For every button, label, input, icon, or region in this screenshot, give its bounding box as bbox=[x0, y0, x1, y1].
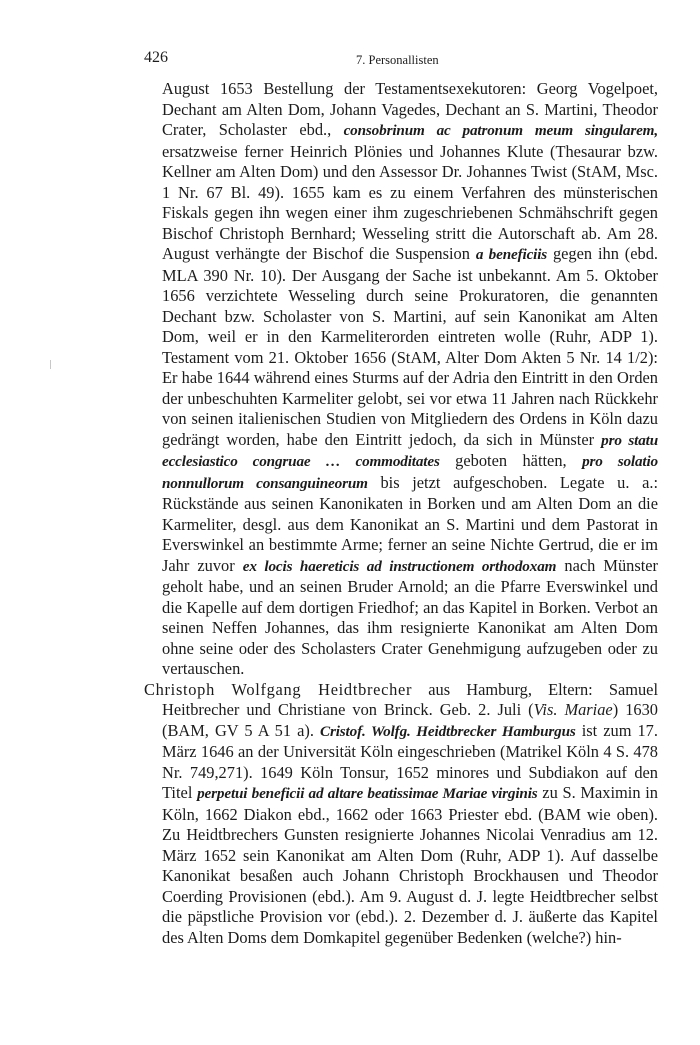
text-run: gegen ihn (ebd. MLA 390 Nr. 10). Der Ausgang der Sache ist unbekannt. Am 5. Oktober 1656 verzichtete Wesseling durch seine Prokuratoren, die genannten Dechant bzw. Scholaster von S. Martini, auf sein Kanonikat am Alten Dom, weil er in den Karmeliterorden eintreten wolle (Ruhr, ADP 1). Testament vom 21. Oktober 1656 (StAM, Alter Dom Akten 5 Nr. 14 1/2): Er habe 1644 während eines Sturms auf der Adria den Eintritt in den Orden der unbeschuhten Karmeliter gelobt, sei vor etwa 11 Jahren nach Rückkehr von seinen italienischen Studien von Mitgliedern des Ordens in Köln dazu gedrängt worden, habe den Eintritt jedoch, da sich in Münster bbox=[162, 244, 658, 449]
text-run: bis jetzt aufgeschoben. Legate u. a.: Rückstände aus seinen Kanonikaten in Borken und am Alten Dom an die Karmeliter, desgl. aus dem Kanonikat an S. Martini und dem Pastorat in Everswinkel an bestimmte Arme; ferner an seine Nichte Gertrud, die er im Jahr zuvor bbox=[162, 472, 659, 575]
text-run: geboten hätten, bbox=[439, 451, 583, 470]
page-number: 426 bbox=[144, 49, 168, 66]
text-run: ) 1630 (BAM, GV 5 A 51 a). bbox=[162, 700, 658, 740]
latin-quote: a beneficiis bbox=[475, 246, 548, 263]
latin-quote: perpetui beneficii ad altare beatissimae Mariae virginis bbox=[197, 785, 538, 802]
text-run: nach Münster geholt habe, und an seinen Bruder Arnold; an die Pfarre Everswinkel und die Kapelle auf dem dortigen Friedhof; an das Kapitel in Borken. Verbot an seinen Neffen Johannes, das ihm resignierte Kanonikat am Alten Dom ohne seine oder des Scholasters Crater Genehmigung aufzugeben oder zu vertauschen. bbox=[162, 555, 658, 678]
latin-quote: ex locis haereticis ad instructionem orthodoxam bbox=[242, 557, 557, 575]
latin-quote: Cristof. Wolfg. Heidtbrecker Hamburgus bbox=[319, 722, 576, 740]
latin-quote: consobrinum ac patronum meum singularem, bbox=[343, 122, 658, 139]
text-run: August 1653 Bestellung der Testamentsexekutoren: Georg Vogelpoet, Dechant am Alten Dom, Johann Vagedes, Dechant an S. Martini, Theodor Crater, Scholaster ebd., bbox=[162, 79, 658, 139]
body-text bbox=[144, 79, 658, 948]
italic-term: Vis. Mariae bbox=[533, 700, 613, 719]
scan-speck bbox=[50, 360, 51, 369]
person-name: Christoph Wolfgang Heidtbrecher bbox=[144, 679, 413, 699]
running-head: 7. Personallisten bbox=[356, 53, 439, 67]
entry-continuation-wesseling bbox=[144, 79, 658, 680]
text-run: ersatzweise ferner Heinrich Plönies und Johannes Klute (Thesaurar bzw. Kellner am Alten Dom) und den Assessor Dr. Johannes Twist (StAM, Msc. 1 Nr. 67 Bl. 49). 1655 kam es zu einem Verfahren des münsterischen Fiskals gegen ihn wegen einer ihm zugeschriebenen Schmähschrift gegen Bischof Christoph Bernhard; Wesseling stritt die Autorschaft ab. Am 28. August verhängte der Bischof die Suspension bbox=[162, 141, 658, 263]
text-run: ist zum 17. März 1646 an der Universität Köln eingeschrieben (Matrikel Köln 4 S. 478 Nr. 749,271). 1649 Köln Tonsur, 1652 minores und Subdiakon auf den Titel bbox=[162, 720, 658, 802]
text-run: zu S. Maximin in Köln, 1662 Diakon ebd., 1662 oder 1663 Priester ebd. (BAM wie oben). Zu Heidtbrechers Gunsten resignierte Johannes Nicolai Venradius am 12. März 1652 sein Kanonikat am Alten Dom (Ruhr, ADP 1). Auf dasselbe Kanonikat besaßen auch Johann Christoph Brockhausen und Theodor Coerding Provisionen (ebd.). Am 9. August d. J. legte Heidtbrecher selbst die päpstliche Provision vor (ebd.). 2. Dezember d. J. äußerte das Kapitel des Alten Doms dem Domkapitel gegenüber Bedenken (welche?) hin- bbox=[162, 783, 658, 947]
text-run: aus Hamburg, Eltern: Samuel Heitbrecher und Christiane von Brinck. Geb. 2. Juli ( bbox=[162, 679, 659, 719]
entry-heidtbrecher bbox=[144, 680, 658, 949]
latin-quote: pro solatio nonnullorum consanguineorum bbox=[162, 453, 658, 492]
latin-quote: pro statu ecclesiastico congruae … commoditates bbox=[162, 431, 659, 470]
